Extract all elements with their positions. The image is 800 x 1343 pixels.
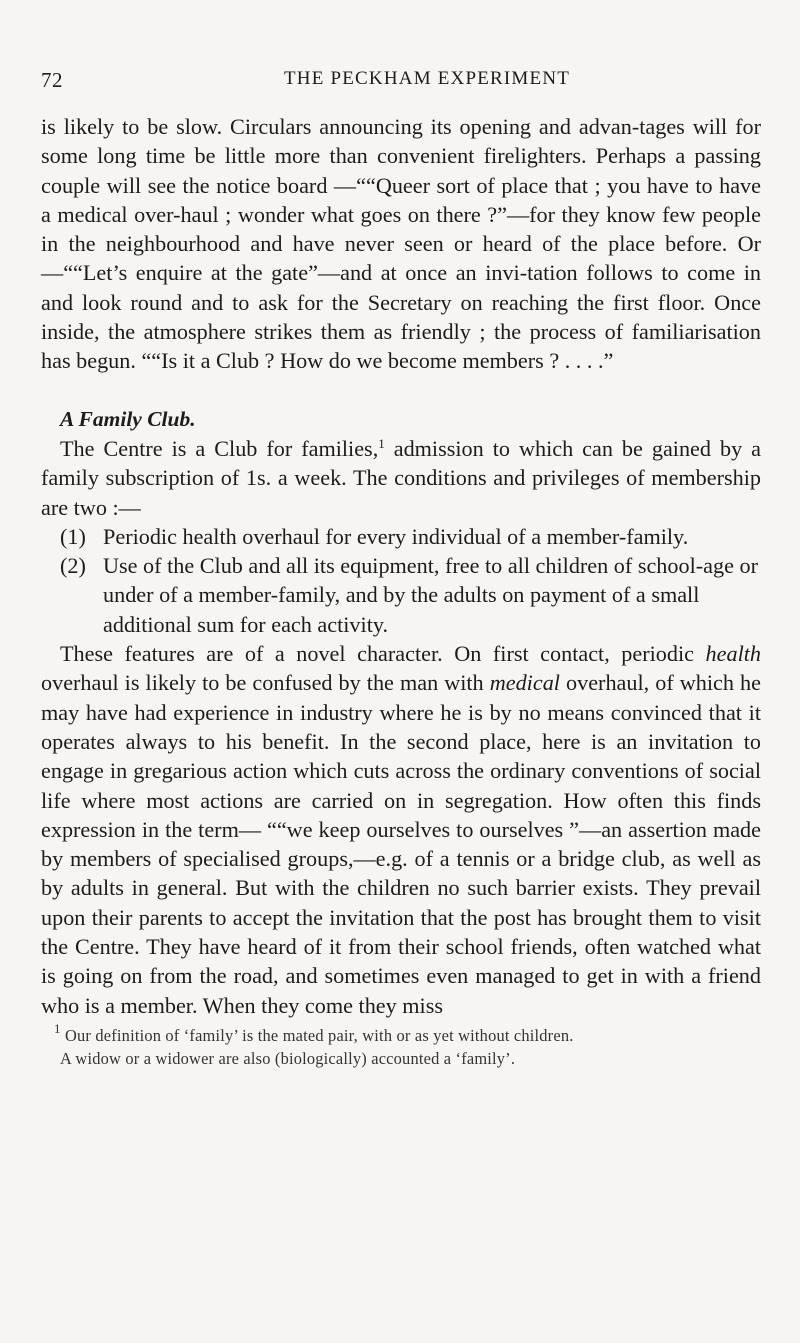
footnote-text: Our definition of ‘family’ is the mated pair, with or as yet without children. <box>60 1025 574 1045</box>
conditions-list <box>41 522 761 639</box>
list-item-text: Use of the Club and all its equipment, free to all children of school-age or under of a member-family, and by the adults on payment of a small additional sum for each activity. <box>103 553 758 637</box>
body-text <box>41 112 761 1020</box>
running-title: THE PECKHAM EXPERIMENT <box>284 68 571 89</box>
list-marker: (2) <box>60 553 86 579</box>
paragraph-text: admission to which can be gained by a family subscription of 1s. a week. The conditions and privileges of membership are two :— <box>41 435 762 520</box>
list-item-text: Periodic health overhaul for every individual of a member-family. <box>103 523 689 549</box>
paragraph-text: overhaul is likely to be confused by the man with <box>41 670 490 696</box>
footnote-reference: 1 <box>378 435 385 451</box>
list-item <box>41 522 761 551</box>
paragraph-text: overhaul, of which he may have had experience in industry where he is by no means convinced that it operates always to his benefit. In the second place, here is an invitation to engage in gregarious action which cuts across the ordinary conventions of social life where most actions are carried on in segregation. How often this finds expression in the term— ““we keep ourselves to ourselves ”—an assertion made by members of specialised groups,—e.g. of a tennis or a bridge club, as well as by adults in general. But with the children no such barrier exists. They prevail upon their parents to accept the invitation that the post has brought them to visit the Centre. They have heard of it from their school friends, often watched what is going on from the road, and sometimes even managed to get in with a friend who is a member. When they come they miss <box>41 670 761 1018</box>
running-head <box>41 68 761 108</box>
footnote-line: A widow or a widower are also (biologically) accounted a ‘family’. <box>60 1048 516 1068</box>
paragraph-continuation: is likely to be slow. Circulars announcing its opening and advan-tages will for some long time be little more than convenient firelighters. Perhaps a passing couple will see the notice board —““Queer sort of place that ; you have to have a medical over-haul ; wonder what goes on there ?”—for they know few people in the neighbourhood and have never seen or heard of the place before. Or—““Let’s enquire at the gate”—and at once an invi-tation follows to come in and look round and to ask for the Secretary on reaching the first floor. Once inside, the atmosphere strikes them as friendly ; the process of familiarisation has begun. ““Is it a Club ? How do we become members ? . . . .” <box>41 114 761 374</box>
page-number: 72 <box>41 68 63 92</box>
list-marker: (1) <box>60 523 86 549</box>
footnote <box>41 1020 761 1070</box>
paragraph-text: The Centre is a Club for families, <box>60 435 379 461</box>
footnote-marker: 1 <box>54 1020 61 1036</box>
section-heading: A Family Club. <box>60 406 196 431</box>
paragraph-family-club <box>41 434 761 522</box>
footnote-line <box>41 1020 761 1047</box>
emphasis-medical: medical <box>489 670 560 696</box>
paragraph-novel-features <box>41 639 761 1020</box>
list-item <box>41 551 761 639</box>
paragraph-text: These features are of a novel character. On first contact, periodic <box>60 641 706 667</box>
emphasis-health: health <box>705 641 761 667</box>
book-page <box>41 68 761 1070</box>
